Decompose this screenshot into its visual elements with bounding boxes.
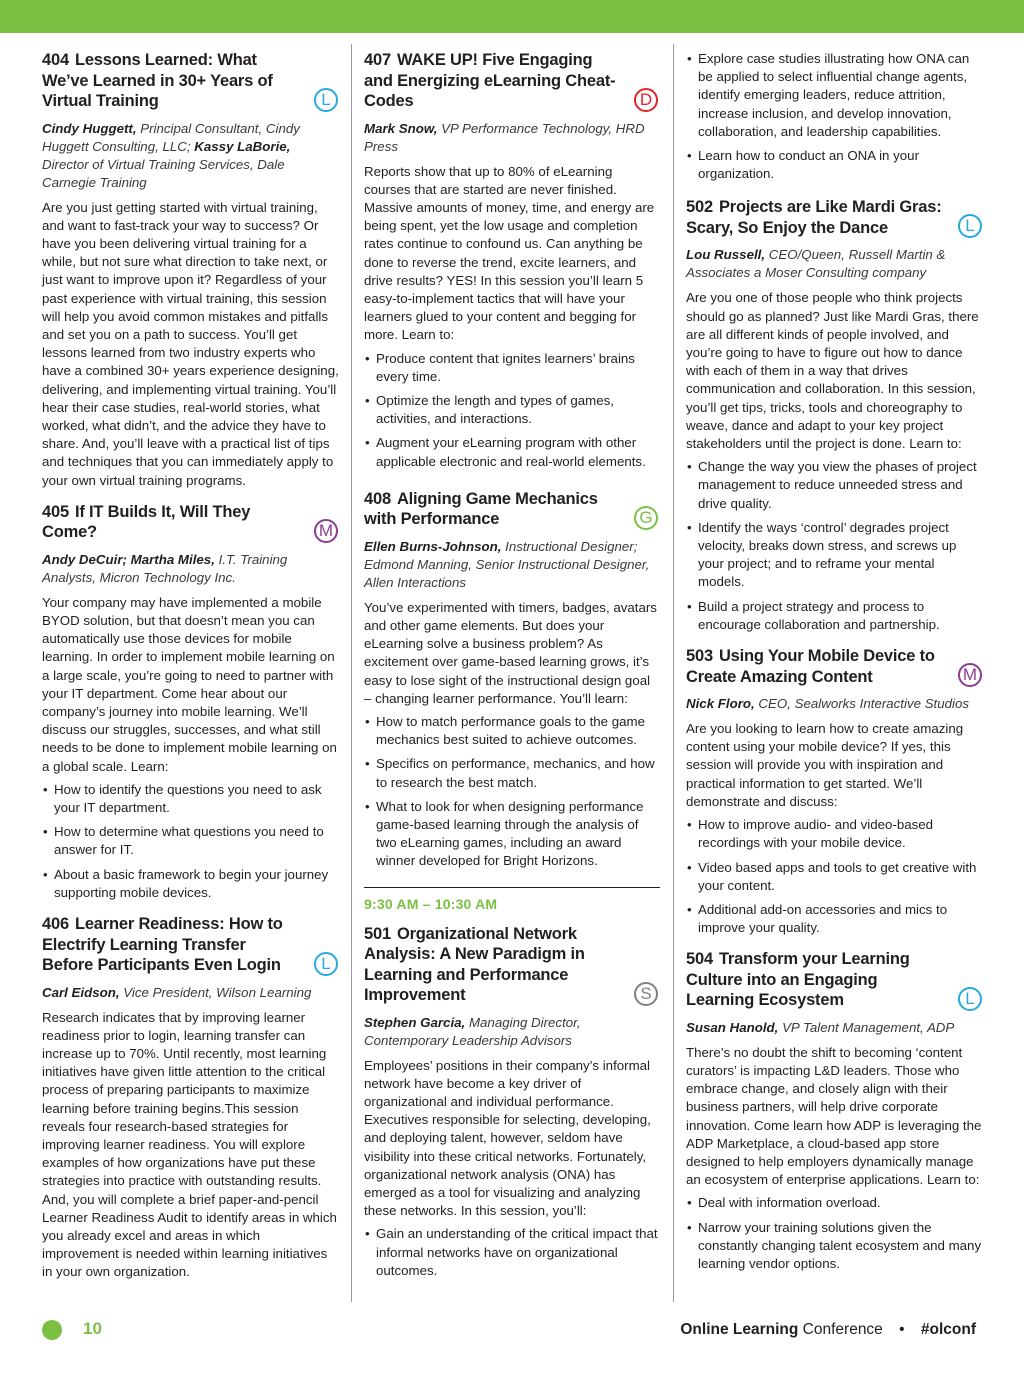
session-description: Are you looking to learn how to create amazing content using your mobile device? If yes, this session will provide you with inspiration and practical information to get started. We’ll demonstrate and discuss: [686,721,964,809]
session-number: 502 [686,198,713,217]
session-502 [686,197,984,634]
session-number: 408 [364,489,391,508]
footer-brand [680,1321,976,1339]
learning-objective-item: • Gain an understanding of the critical impact that informal networks have on organizational outcomes. [364,1225,660,1280]
session-header [42,50,340,112]
session-description: There’s no doubt the shift to becoming ‘content curators’ is impacting L&D leaders. Those who embrace change, and closely align with their business partners, will help drive corporate innovation. Come learn how ADP is leveraging the ADP Marketplace, a cloud-based app store designed to help employers dynamically manage an ecosystem of enterprise applications. Learn to: [686,1044,982,1188]
session-503 [686,646,984,937]
hashtag: #olconf [920,1321,976,1338]
session-title [364,489,620,530]
speaker-name: Cindy Huggett, [42,120,137,136]
learning-objective-item: • What to look for when designing performance game-based learning through the analysis of two eLearning games, including an award winner developed for Bright Horizons. [364,798,660,871]
speaker-name: Mark Snow, [364,120,438,136]
column-divider [673,44,674,1302]
page-number: 10 [83,1319,102,1338]
session-title-text: Aligning Game Mechanics with Performance [364,489,598,529]
learning-objective-item: • Video based apps and tools to get creative with your content. [686,859,984,895]
session-number: 404 [42,51,69,69]
track-D-icon: D [634,88,658,112]
session-title-text: Projects are Like Mardi Gras: Scary, So Enjoy the Dance [686,198,942,237]
session-speakers [42,551,340,587]
learning-objective-item: • How to identify the questions you need to ask your IT department. [42,781,340,817]
learning-objective-item: • Specifics on performance, mechanics, and how to research the best match. [364,755,660,791]
session-speakers [364,120,660,156]
learning-objective-item: • About a basic framework to begin your journey supporting mobile devices. [42,866,340,902]
session-title-text: Transform your Learning Culture into an Engaging Learning Ecosystem [686,950,910,1010]
learning-objective-item: • Produce content that ignites learners’ brains every time. [364,350,660,386]
track-L-icon: L [314,88,338,112]
speaker-name: Stephen Garcia, [364,1014,466,1030]
speaker-role: Vice President, Wilson Learning [123,984,312,1000]
speaker-role: Managing Director, Contemporary Leadership Advisors [364,1014,581,1048]
learning-objective-item: • How to match performance goals to the game mechanics best suited to achieve outcomes. [364,713,660,749]
session-405 [42,502,340,902]
session-header [686,949,984,1011]
session-title [686,197,944,238]
learning-objectives [686,458,984,634]
learning-objective-item: • Augment your eLearning program with other applicable electronic and real-world elements. [364,434,660,470]
learning-objective-item: • Identify the ways ‘control’ degrades project velocity, breaks down stress, and screws up your project; and to reframe your mental models. [686,519,984,592]
track-L-icon: L [314,952,338,976]
session-speakers [686,1019,984,1037]
session-title [42,50,300,112]
session-description: You’ve experimented with timers, badges, avatars and other game elements. But does your eLearning solve a business problem? As excitement over game-based learning grows, it’s easy to lose sight of the instructional design goal – changing learner performance. You’ll learn: [364,599,657,706]
speaker-name: Andy DeCuir; Martha Miles, [42,551,215,567]
session-number: 407 [364,51,391,69]
top-accent-bar [0,0,1024,33]
session-501 [364,924,660,1280]
session-description: Reports show that up to 80% of eLearning courses that are started are never finished. Massive amounts of money, time, and energy are being spent, yet the low usage and completion rates continue to confound us. Can anything be done to reverse the trend, excite learners, and drive results? YES! In this session you’ll learn 5 easy-to-implement tactics that will have your learners glued to your content and begging for more. Learn to: [364,163,655,343]
session-header [42,914,340,976]
speaker-role: CEO, Sealworks Interactive Studios [758,696,970,712]
session-504 [686,949,984,1273]
track-L-icon: L [958,987,982,1011]
track-S-icon: S [634,982,658,1006]
learning-objectives [42,781,340,902]
speaker-role: VP Talent Management, ADP [782,1019,955,1035]
session-407 [364,50,660,471]
session-title [364,924,620,1006]
session-speakers [686,695,984,713]
learning-objective-item: • Deal with information overload. [686,1194,984,1212]
page-marker-dot [42,1320,62,1340]
session-speakers [42,120,340,192]
learning-objective-item: • How to determine what questions you need to answer for IT. [42,823,340,859]
speaker-name: Nick Floro, [686,696,755,712]
speaker-role: CEO/Queen, Russell Martin & Associates a Moser Consulting company [686,247,946,281]
learning-objectives [364,713,660,871]
session-description: Are you just getting started with virtual training, and want to fast-track your way to success? Or have you been delivering virtual training for a while, but not sure what direction to take next, or just want to improve upon it? Regardless of your past experience with virtual training, this session will help you avoid common mistakes and pitfalls and set you on a path to success. You’ll get lessons learned from two industry experts who have a combined 30+ years experience designing, delivering, and implementing virtual training. You’ll hear their case studies, real-world stories, what worked, what didn’t, and the advice they have to share. And, you’ll leave with a practical list of tips and techniques that you can immediately apply to your own virtual training programs. [42,199,339,488]
track-M-icon: M [314,519,338,543]
learning-objectives [364,1225,660,1280]
session-header [686,197,984,238]
time-slot-heading: 9:30 AM – 10:30 AM [364,895,498,912]
session-number: 405 [42,502,69,521]
session-title [364,50,620,112]
column-divider [351,44,352,1302]
column-right [686,50,984,1285]
learning-objectives [364,350,660,471]
track-G-icon: G [634,506,658,530]
speaker-name: Kassy LaBorie, [194,138,291,154]
speaker-role: Director of Virtual Training Services, Dale Carnegie Training [42,156,285,190]
session-title [42,502,300,543]
speaker-name: Susan Hanold, [686,1019,779,1035]
session-title [42,914,300,976]
session-title-text: Lessons Learned: What We’ve Learned in 30+ Years of Virtual Training [42,51,273,110]
column-middle [364,50,660,1292]
learning-objective-item: • How to improve audio- and video-based recordings with your mobile device. [686,816,984,852]
learning-objectives [686,50,984,183]
session-title-text: If IT Builds It, Will They Come? [42,502,251,542]
session-description: Research indicates that by improving learner readiness prior to login, learning transfer can increase up to 70%. Until recently, most learning initiatives have given little attention to the critical process of preparing participants to maximize learning before training begins.This session reveals four research-based strategies for improving learner readiness. You will explore examples of how organizations have put these strategies into practice with outstanding results. And, you will complete a brief paper-and-pencil Learner Readiness Audit to identify areas in which you already excel and areas in which improvement is needed within learning initiatives in your own organization. [42,1009,337,1280]
session-speakers [686,246,984,282]
footer-separator: • [899,1321,905,1338]
learning-objectives [686,1194,984,1273]
speaker-name: Lou Russell, [686,247,766,263]
session-speakers [364,1014,660,1050]
session-title-text: Using Your Mobile Device to Create Amazing Content [686,647,935,686]
learning-objective-item: • Change the way you view the phases of project management to reduce unneeded stress and drive quality. [686,458,984,513]
brand-bold: Online Learning [680,1321,799,1338]
session-description: Employees’ positions in their company’s informal network have become a key driver of organizational and individual performance. Executives responsible for selecting, developing, and deploying talent, however, seldom have visibility into these critical networks. Fortunately, organizational network analysis (ONA) has emerged as a tool for visualizing and analyzing these networks. In this session, you’ll: [364,1057,651,1219]
session-description: Your company may have implemented a mobile BYOD solution, but that doesn’t mean you can automatically use those devices for mobile learning. In order to implement mobile learning on a large scale, you’re going to need to partner with your IT department. Come hear about our company’s journey into mobile learning. We’ll discuss our struggles, successes, and what still needs to be done to implement mobile learning on a global scale. Learn: [42,594,337,774]
track-L-icon: L [958,214,982,238]
continued-objectives [686,50,984,183]
session-408 [364,489,660,871]
page-footer [0,1318,1024,1346]
session-406 [42,914,340,1282]
session-title-text: WAKE UP! Five Engaging and Energizing eLearning Cheat-Codes [364,51,616,110]
session-title [686,949,944,1011]
learning-objective-item: • Explore case studies illustrating how ONA can be applied to select influential change agents, identify emerging leaders, reduce attrition, increase inclusion, and develop innovation, collaboration, and leadership capabilities. [686,50,984,141]
time-divider [364,887,660,888]
track-M-icon: M [958,663,982,687]
speaker-role: Instructional Designer; Edmond Manning, Senior Instructional Designer, Allen Interactions [364,538,650,590]
session-number: 504 [686,950,713,969]
session-speakers [42,984,340,1002]
speaker-role: I.T. Training Analysts, Micron Technology Inc. [42,551,288,585]
session-number: 503 [686,647,713,666]
session-header [364,50,660,112]
session-title [686,646,944,687]
session-description: Are you one of those people who think projects should go as planned? Just like Mardi Gras, there are all different kinds of people involved, and you’re going to have to figure out how to dance with each of them in a way that drives communication and collaboration. In this session, you’ll get tips, tricks, tools and choreography to weave, dance and adapt to your key project stakeholders until the project is done. Learn to: [686,290,979,452]
learning-objectives [686,816,984,937]
speaker-name: Ellen Burns-Johnson, [364,538,502,554]
session-number: 501 [364,924,391,943]
session-header [686,646,984,687]
learning-objective-item: • Build a project strategy and process to encourage collaboration and partnership. [686,598,984,634]
brand-regular: Conference [802,1321,883,1338]
learning-objective-item: • Additional add-on accessories and mics to improve your quality. [686,901,984,937]
session-404 [42,50,340,490]
speaker-role: VP Performance Technology, HRD Press [364,120,645,154]
session-header [364,489,660,530]
learning-objective-item: • Learn how to conduct an ONA in your organization. [686,147,984,183]
session-header [42,502,340,543]
speaker-role: Principal Consultant, Cindy Huggett Consulting, LLC; [42,120,300,154]
session-header [364,924,660,1006]
session-speakers [364,538,660,592]
session-title-text: Learner Readiness: How to Electrify Learning Transfer Before Participants Even Login [42,915,283,974]
learning-objective-item: • Narrow your training solutions given the constantly changing talent ecosystem and many learning vendor options. [686,1219,984,1274]
session-title-text: Organizational Network Analysis: A New Paradigm in Learning and Performance Improvement [364,924,585,1005]
column-left [42,50,340,1294]
session-number: 406 [42,915,69,933]
learning-objective-item: • Optimize the length and types of games, activities, and interactions. [364,392,660,428]
speaker-name: Carl Eidson, [42,984,120,1000]
